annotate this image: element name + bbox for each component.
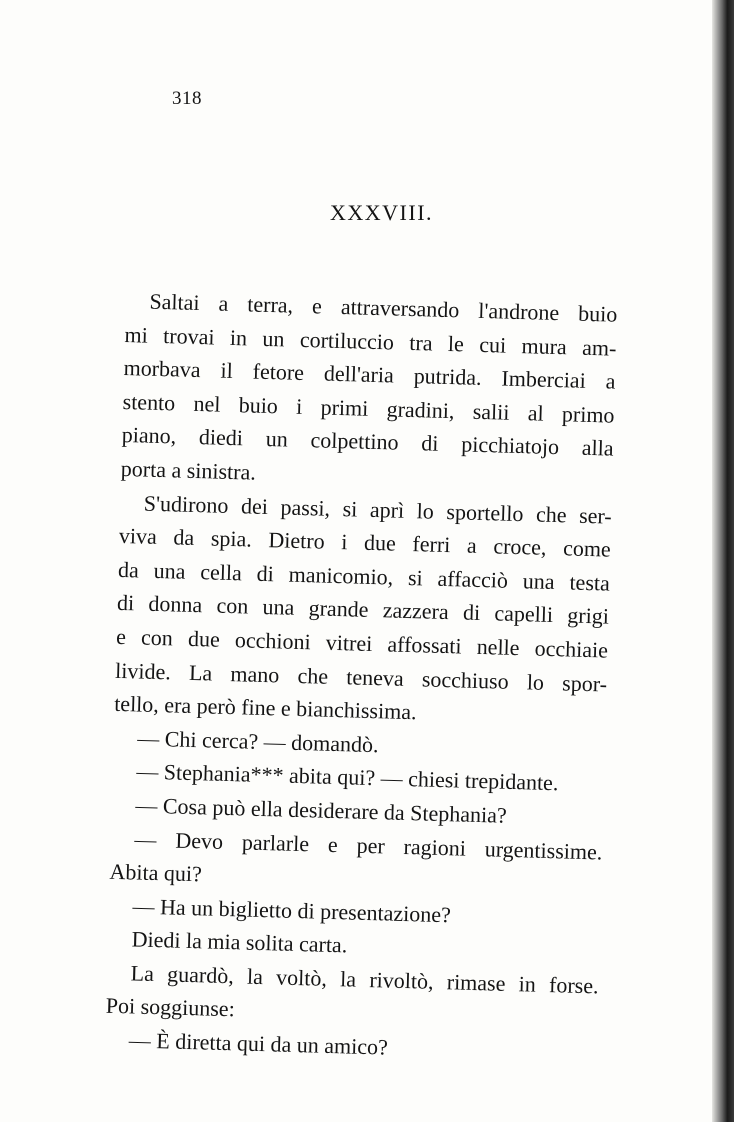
text-line: porta a sinistra. xyxy=(120,455,257,485)
dialogue-line: — Cosa può ella desiderare da Stephania? xyxy=(135,792,508,828)
text-line: di donna con una grande zazzera di capelli grigi xyxy=(116,590,610,629)
text-line: Poi soggiunse: xyxy=(105,993,236,1022)
dialogue-line: — Stephania*** abita qui? — chiesi trepidante. xyxy=(136,758,559,796)
dialogue-line: — Ha un biglietto di presentazione? xyxy=(132,893,452,927)
text-line: Diedi la mia solita carta. xyxy=(131,926,348,958)
text-line: livide. La mano che teneva socchiuso lo spor- xyxy=(114,657,608,697)
dialogue-line: — È diretta qui da un amico? xyxy=(128,1027,389,1060)
book-spine-shadow xyxy=(712,0,734,1122)
text-line: Saltai a terra, e attraversando l'androne buio xyxy=(149,288,618,327)
text-line: S'udirono dei passi, si aprì lo sportello che ser- xyxy=(143,490,613,529)
dialogue-line: — Devo parlarle e per ragioni urgentissime. xyxy=(134,825,603,865)
text-line: mi trovai in un cortiluccio tra le cui mura am- xyxy=(124,321,617,361)
text-line: e con due occhioni vitrei affossati nelle occhiaie xyxy=(115,623,609,663)
text-line: morbava il fetore dell'aria putrida. Imberciai a xyxy=(123,355,616,394)
dialogue-line: — Chi cerca? — domandò. xyxy=(136,725,379,757)
text-line: stento nel buio i primi gradini, salii al primo xyxy=(122,388,615,428)
body-text xyxy=(104,284,617,1070)
text-line: da una cella di manicomio, si affacciò una testa xyxy=(117,556,611,596)
text-line: viva da spia. Dietro i due ferri a croce, come xyxy=(118,523,612,562)
text-line: La guardò, la voltò, la rivoltò, rimase in forse. xyxy=(130,960,599,999)
text-line: piano, diedi un colpettino di picchiatojo alla xyxy=(121,422,614,462)
page-number: 318 xyxy=(172,88,202,109)
chapter-title: XXXVIII. xyxy=(330,200,434,225)
text-line: tello, era però fine e bianchissima. xyxy=(113,690,417,725)
text-line: Abita qui? xyxy=(109,858,203,887)
